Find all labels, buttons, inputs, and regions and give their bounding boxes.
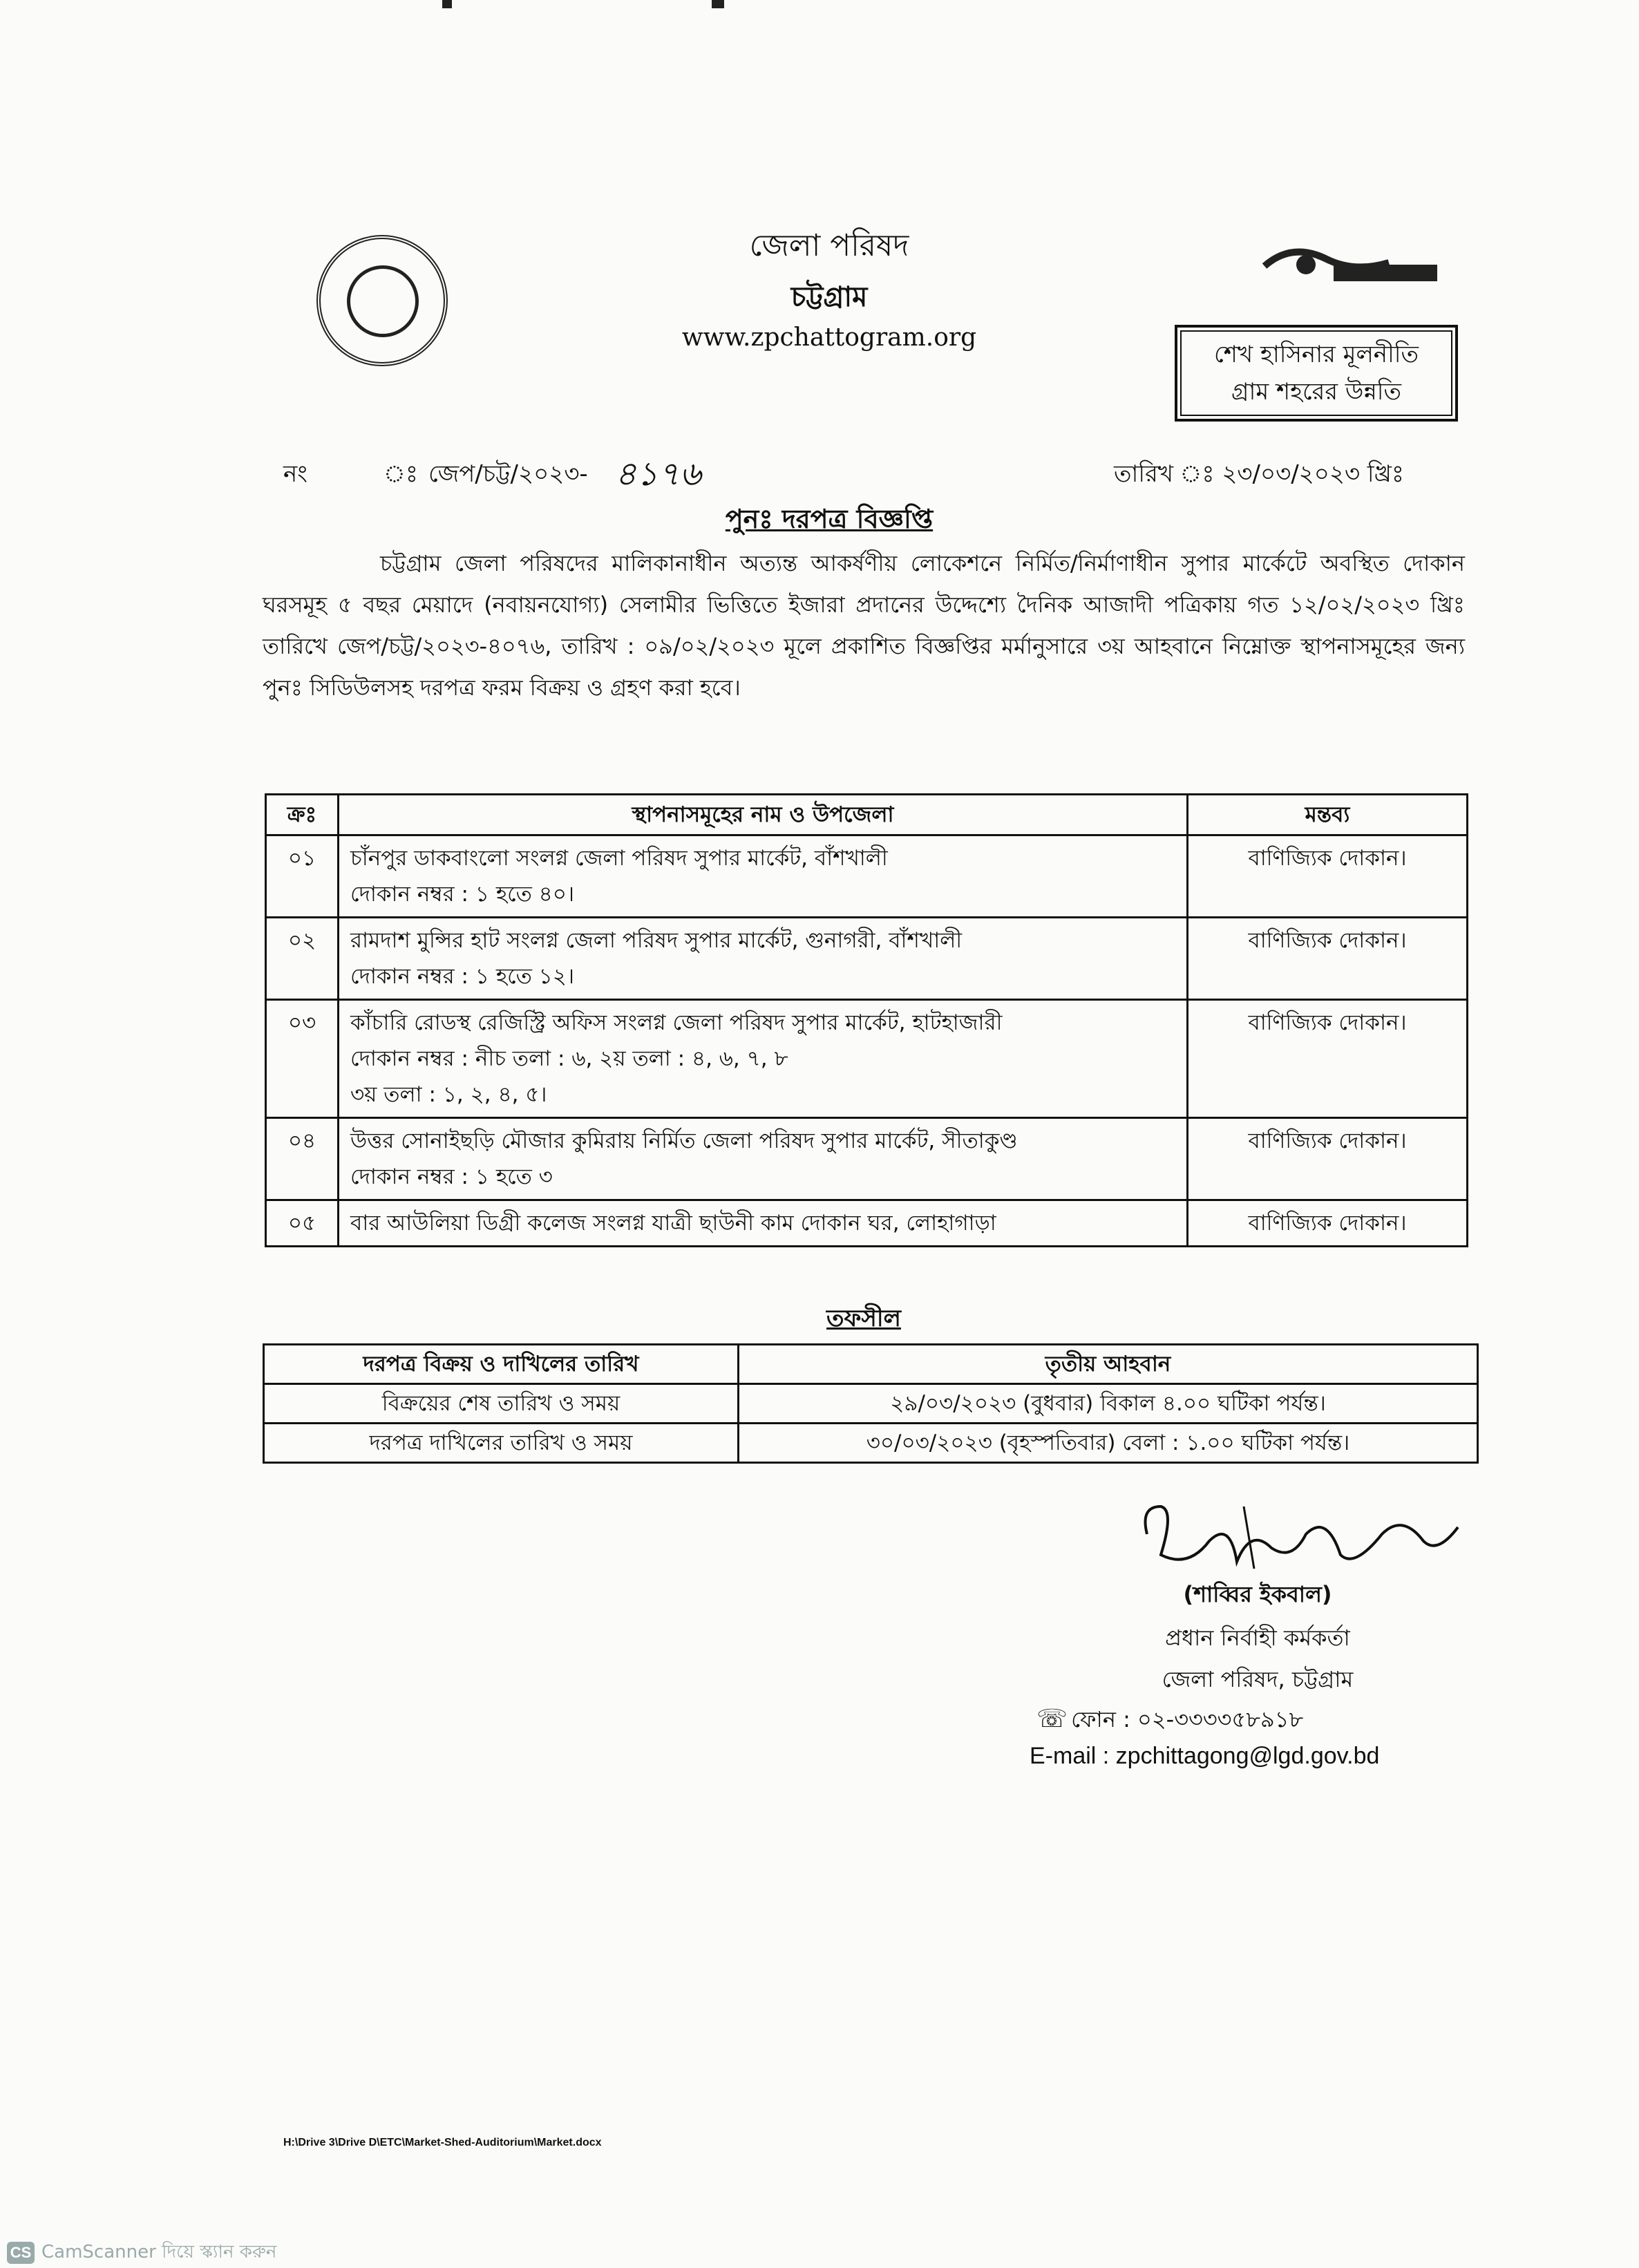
row-serial: ০১ bbox=[266, 835, 339, 918]
row-remark: বাণিজ্যিক দোকান। bbox=[1188, 835, 1468, 918]
col-header-dates: দরপত্র বিক্রয় ও দাখিলের তারিখ bbox=[264, 1345, 739, 1384]
schedule-value: ৩০/০৩/২০২৩ (বৃহস্পতিবার) বেলা : ১.০০ ঘটিকা পর্যন্ত। bbox=[739, 1424, 1478, 1463]
signatory-name: (শাব্বির ইকবাল) bbox=[1183, 1581, 1332, 1607]
website-link[interactable]: www.zpchattogram.org bbox=[681, 323, 977, 352]
camscanner-logo-icon: CS bbox=[7, 2242, 35, 2264]
notice-title: পুনঃ দরপত্র বিজ্ঞপ্তি bbox=[725, 504, 934, 534]
ref-number: জেপ/চট্ট/২০২৩- bbox=[428, 460, 588, 488]
ref-handwritten-number: ৪১৭৬ bbox=[615, 455, 701, 493]
row-remark: বাণিজ্যিক দোকান। bbox=[1188, 1000, 1468, 1118]
handwritten-signature bbox=[1133, 1493, 1465, 1582]
row-serial: ০৩ bbox=[266, 1000, 339, 1118]
file-path: H:\Drive 3\Drive D\ETC\Market-Shed-Auditorium\Market.docx bbox=[283, 2137, 602, 2148]
scanner-text: CamScanner দিয়ে স্ক্যান করুন bbox=[41, 2242, 277, 2262]
table-row bbox=[266, 918, 1468, 1000]
row-remark: বাণিজ্যিক দোকান। bbox=[1188, 1118, 1468, 1200]
table-row bbox=[266, 1118, 1468, 1200]
scan-edge-mark bbox=[442, 0, 452, 8]
row-serial: ০৪ bbox=[266, 1118, 339, 1200]
row-serial: ০২ bbox=[266, 918, 339, 1000]
table-row bbox=[266, 1000, 1468, 1118]
table-row bbox=[264, 1424, 1478, 1463]
district-council-seal-icon bbox=[316, 235, 448, 366]
signatory-office: জেলা পরিষদ, চট্টগ্রাম bbox=[1162, 1666, 1354, 1692]
schedule-title: তফসীল bbox=[826, 1305, 901, 1332]
row-location: চাঁনপুর ডাকবাংলো সংলগ্ন জেলা পরিষদ সুপার মার্কেট, বাঁশখালী দোকান নম্বর : ১ হতে ৪০। bbox=[339, 835, 1188, 918]
table-header-row bbox=[266, 795, 1468, 835]
city-name: চট্টগ্রাম bbox=[790, 281, 868, 313]
issue-date: তারিখ ঃ ২৩/০৩/২০২৩ খ্রিঃ bbox=[1114, 460, 1405, 488]
schedule-label: দরপত্র দাখিলের তারিখ ও সময় bbox=[264, 1424, 739, 1463]
col-header-third-call: তৃতীয় আহবান bbox=[739, 1345, 1478, 1384]
phone-line bbox=[1036, 1702, 1303, 1739]
table-header-row bbox=[264, 1345, 1478, 1384]
phone-icon: ☏ bbox=[1036, 1705, 1068, 1733]
ref-label: নং bbox=[283, 460, 307, 488]
row-location: কাঁচারি রোডস্থ রেজিস্ট্রি অফিস সংলগ্ন জেলা পরিষদ সুপার মার্কেট, হাটহাজারী দোকান নম্বর : নীচ তলা : ৬, ২য় তলা : ৪, ৬, ৭, ৮ ৩য় তলা : ১, ২, ৪, ৫। bbox=[339, 1000, 1188, 1118]
col-header-location: স্থাপনাসমূহের নাম ও উপজেলা bbox=[339, 795, 1188, 835]
slogan-box bbox=[1175, 325, 1458, 422]
mujib-centenary-logo-icon bbox=[1251, 238, 1444, 294]
shops-table bbox=[265, 793, 1468, 1247]
row-serial: ০৫ bbox=[266, 1200, 339, 1247]
slogan-line: গ্রাম শহরের উন্নতি bbox=[1231, 378, 1401, 406]
row-remark: বাণিজ্যিক দোকান। bbox=[1188, 918, 1468, 1000]
schedule-label: বিক্রয়ের শেষ তারিখ ও সময় bbox=[264, 1384, 739, 1424]
row-location: রামদাশ মুন্সির হাট সংলগ্ন জেলা পরিষদ সুপার মার্কেট, গুনাগরী, বাঁশখালী দোকান নম্বর : ১ হতে ১২। bbox=[339, 918, 1188, 1000]
row-remark: বাণিজ্যিক দোকান। bbox=[1188, 1200, 1468, 1247]
table-row bbox=[266, 1200, 1468, 1247]
office-name: জেলা পরিষদ bbox=[749, 228, 909, 263]
col-header-serial: ক্রঃ bbox=[266, 795, 339, 835]
scanner-badge bbox=[7, 2238, 276, 2268]
schedule-value: ২৯/০৩/২০২৩ (বুধবার) বিকাল ৪.০০ ঘটিকা পর্যন্ত। bbox=[739, 1384, 1478, 1424]
row-location: বার আউলিয়া ডিগ্রী কলেজ সংলগ্ন যাত্রী ছাউনী কাম দোকান ঘর, লোহাগাড়া bbox=[339, 1200, 1188, 1247]
signatory-designation: প্রধান নির্বাহী কর্মকর্তা bbox=[1165, 1625, 1350, 1651]
phone-number: ফোন : ০২-৩৩৩৩৫৮৯১৮ bbox=[1071, 1706, 1304, 1732]
row-location: উত্তর সোনাইছড়ি মৌজার কুমিরায় নির্মিত জেলা পরিষদ সুপার মার্কেট, সীতাকুণ্ড দোকান নম্বর : ১ হতে ৩ bbox=[339, 1118, 1188, 1200]
scan-edge-mark bbox=[712, 0, 724, 8]
ref-colon: ঃ bbox=[383, 460, 418, 488]
notice-body: চট্টগ্রাম জেলা পরিষদের মালিকানাধীন অত্যন্ত আকর্ষণীয় লোকেশনে নির্মিত/নির্মাণাধীন সুপার মার্কেটে অবস্থিত দোকান ঘরসমূহ ৫ বছর মেয়াদে (নবায়নযোগ্য) সেলামীর ভিত্তিতে ইজারা প্রদানের উদ্দেশ্যে দৈনিক আজাদী পত্রিকায় গত ১২/০২/২০২৩ খ্রিঃ তারিখে জেপ/চট্ট/২০২৩-৪০৭৬, তারিখ : ০৯/০২/২০২৩ মূলে প্রকাশিত বিজ্ঞপ্তির মর্মানুসারে ৩য় আহবানে নিম্নোক্ত স্থাপনাসমূহের জন্য পুনঃ সিডিউলসহ দরপত্র ফরম বিক্রয় ও গ্রহণ করা হবে। bbox=[263, 550, 1465, 701]
email-link[interactable]: E-mail : zpchittagong@lgd.gov.bd bbox=[1030, 1743, 1380, 1769]
table-row bbox=[266, 835, 1468, 918]
slogan-line: শেখ হাসিনার মূলনীতি bbox=[1213, 341, 1419, 368]
col-header-remark: মন্তব্য bbox=[1188, 795, 1468, 835]
schedule-table bbox=[263, 1343, 1479, 1464]
table-row bbox=[264, 1384, 1478, 1424]
